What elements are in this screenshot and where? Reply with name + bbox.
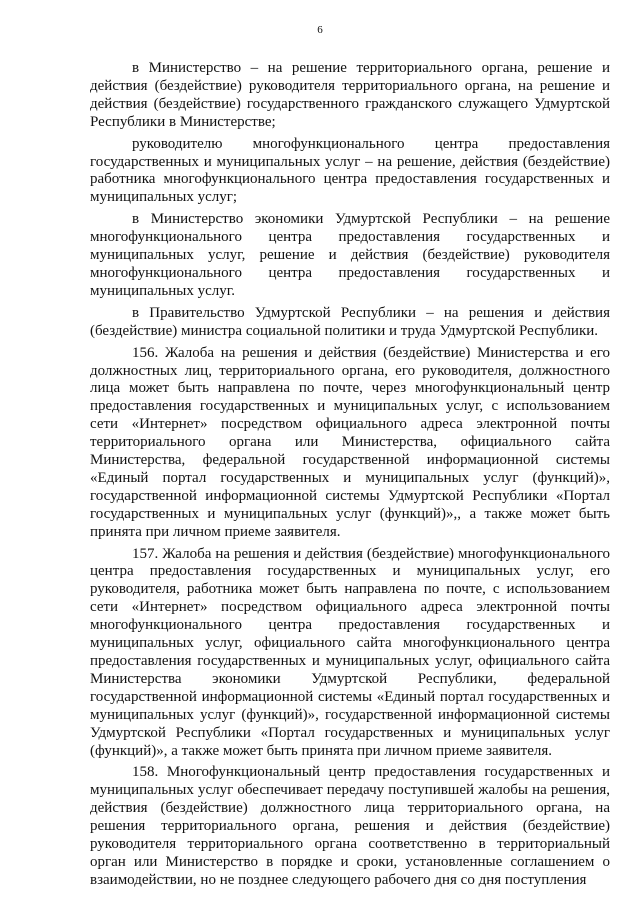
- page-number: 6: [317, 24, 323, 36]
- paragraph-appeal-ministry: в Министерство – на решение территориального органа, решение и действия (бездействие) руководителя территориального органа, на решение и действия (бездействие) государственного гражданского служащего Удмуртской Республики в Министерстве;: [90, 60, 610, 130]
- paragraph-157: 157. Жалоба на решения и действия (бездействие) многофункционального центра предоставления государственных и муниципальных услуг, его руководителя, работника может быть направлена по почте, с использованием сети «Интернет» посредством официального адреса электронной почты многофункционального центра предоставления государственных и муниципальных услуг, официального сайта многофункционального центра предоставления государственных и муниципальных услуг, официального сайта Министерства экономики Удмуртской Республики, федеральной государственной информационной системы «Единый портал государственных и муниципальных услуг (функций)», государственной информационной системы Удмуртской Республики «Портал государственных и муниципальных услуг (функций)», а также может быть принята при личном приеме заявителя.: [90, 545, 610, 759]
- paragraph-appeal-government: в Правительство Удмуртской Республики – на решения и действия (бездействие) министра социальной политики и труда Удмуртской Республики.: [90, 304, 610, 339]
- paragraph-appeal-mfc-head: руководителю многофункционального центра предоставления государственных и муниципальных услуг – на решение, действия (бездействие) работника многофункционального центра предоставления государственных и муниципальных услуг;: [90, 135, 610, 206]
- document-body: [90, 60, 610, 890]
- paragraph-156: 156. Жалоба на решения и действия (бездействие) Министерства и его должностных лиц, территориального органа, его руководителя, должностного лица может быть направлена по почте, через многофункциональный центр предоставления государственных и муниципальных услуг, с использованием сети «Интернет» посредством официального адреса электронной почты территориального органа или Министерства, официального сайта Министерства, федеральной государственной информационной системы «Единый портал государственных и муниципальных услуг (функций)», государственной информационной системы Удмуртской Республики «Портал государственных и муниципальных услуг (функций)»,, а также может быть принята при личном приеме заявителя.: [90, 344, 610, 540]
- paragraph-158: 158. Многофункциональный центр предоставления государственных и муниципальных услуг обеспечивает передачу поступившей жалобы на решения, действия (бездействие) должностного лица территориального органа, на решения территориального органа, решения и действия (бездействие) руководителя территориального органа соответственно в территориальный орган или Министерство в порядке и сроки, установленные соглашением о взаимодействии, но не позднее следующего рабочего дня со дня поступления: [90, 764, 610, 888]
- paragraph-appeal-economy-ministry: в Министерство экономики Удмуртской Республики – на решение многофункционального центра предоставления государственных и муниципальных услуг, решение и действия (бездействие) руководителя многофункционального центра предоставления государственных и муниципальных услуг.: [90, 211, 610, 299]
